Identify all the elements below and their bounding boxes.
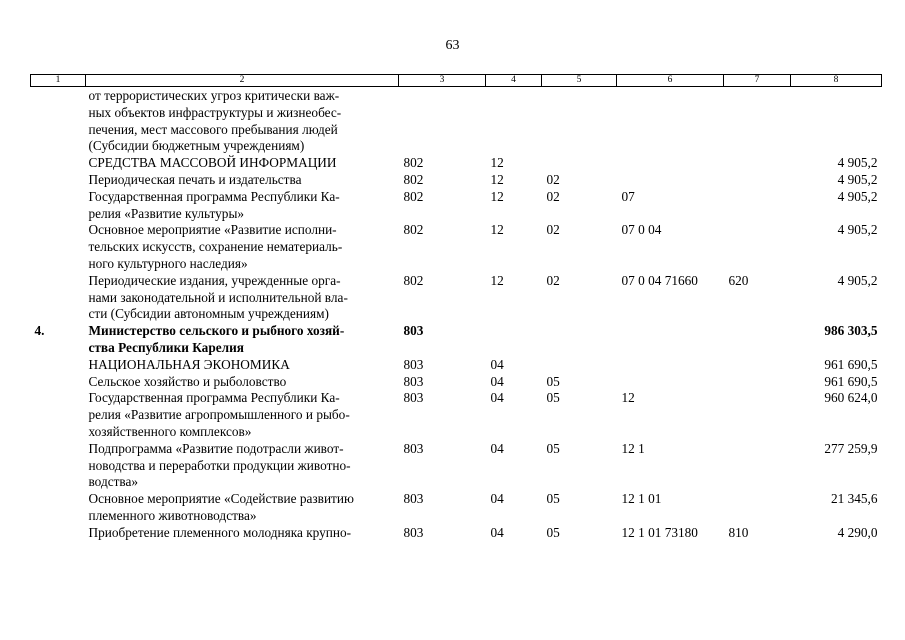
row-name-line: (Субсидии бюджетным учреждениям) — [88, 138, 305, 154]
header-cell: 5 — [542, 75, 617, 87]
expense-type-code: 810 — [728, 524, 749, 540]
table-row — [31, 222, 882, 272]
ministry-code: 802 — [403, 155, 424, 171]
row-name — [86, 189, 399, 223]
subsection-code: 02 — [546, 171, 560, 187]
section-code: 12 — [490, 188, 504, 204]
row-number — [31, 374, 86, 391]
expense-type-code — [724, 172, 791, 189]
section-code: 04 — [490, 524, 504, 540]
ministry-code: 803 — [403, 373, 424, 389]
row-name-line: НАЦИОНАЛЬНАЯ ЭКОНОМИКА — [88, 356, 290, 372]
target-article-code: 07 0 04 71660 — [621, 272, 698, 288]
ministry-code: 803 — [403, 440, 424, 456]
row-number — [31, 155, 86, 172]
row-number — [31, 525, 86, 542]
subsection-code: 05 — [546, 373, 560, 389]
amount: 4 905,2 — [837, 272, 878, 288]
subsection-code — [542, 87, 617, 156]
row-name-line: новодства и переработки продукции животно- — [88, 457, 351, 473]
section-code — [486, 323, 542, 357]
table-row — [31, 390, 882, 440]
amount: 4 290,0 — [837, 524, 878, 540]
row-number: 4. — [34, 323, 45, 339]
row-name — [86, 441, 399, 491]
target-article-code — [617, 87, 724, 156]
subsection-code: 02 — [546, 188, 560, 204]
row-name-line: Основное мероприятие «Содействие развитию — [88, 491, 354, 507]
amount: 4 905,2 — [837, 222, 878, 238]
table-body — [31, 87, 882, 542]
target-article-code — [617, 155, 724, 172]
row-name-line: Подпрограмма «Развитие подотрасли живот- — [88, 440, 344, 456]
row-name-line: хозяйственного комплексов» — [88, 423, 252, 439]
row-name-line: Периодическая печать и издательства — [88, 171, 302, 187]
row-name-line: релия «Развитие культуры» — [88, 205, 245, 221]
expense-type-code — [724, 390, 791, 440]
table-row — [31, 155, 882, 172]
amount: 961 690,5 — [824, 373, 878, 389]
row-name-line: племенного животноводства» — [88, 507, 257, 523]
table-row — [31, 273, 882, 323]
row-name — [86, 273, 399, 323]
row-number — [31, 357, 86, 374]
amount: 21 345,6 — [830, 491, 878, 507]
row-number — [31, 172, 86, 189]
table-row — [31, 491, 882, 525]
ministry-code: 802 — [403, 222, 424, 238]
row-name-line: Периодические издания, учрежденные орга- — [88, 272, 341, 288]
column-number-header — [31, 75, 882, 87]
page-number: 63 — [445, 38, 460, 53]
row-name-line: СРЕДСТВА МАССОВОЙ ИНФОРМАЦИИ — [88, 155, 337, 171]
target-article-code — [617, 374, 724, 391]
target-article-code: 12 1 — [621, 440, 645, 456]
row-name — [86, 222, 399, 272]
section-code: 12 — [490, 155, 504, 171]
amount: 986 303,5 — [824, 323, 878, 339]
section-code: 12 — [490, 171, 504, 187]
subsection-code — [542, 357, 617, 374]
amount: 277 259,9 — [824, 440, 878, 456]
expense-type-code — [724, 189, 791, 223]
expense-type-code: 620 — [728, 272, 749, 288]
section-code: 04 — [490, 440, 504, 456]
row-name — [86, 357, 399, 374]
ministry-code: 802 — [403, 272, 424, 288]
amount: 4 905,2 — [837, 171, 878, 187]
section-code: 04 — [490, 356, 504, 372]
target-article-code — [617, 323, 724, 357]
row-name-line: Приобретение племенного молодняка крупно- — [88, 524, 352, 540]
subsection-code: 05 — [546, 390, 560, 406]
row-name — [86, 87, 399, 156]
expense-type-code — [724, 323, 791, 357]
header-cell: 7 — [724, 75, 791, 87]
ministry-code: 803 — [403, 323, 424, 339]
section-code: 04 — [490, 373, 504, 389]
target-article-code — [617, 357, 724, 374]
target-article-code: 07 0 04 — [621, 222, 662, 238]
target-article-code — [617, 172, 724, 189]
expense-type-code — [724, 374, 791, 391]
header-cell: 1 — [31, 75, 86, 87]
row-name-line: ства Республики Карелия — [88, 339, 244, 355]
amount: 4 905,2 — [837, 155, 878, 171]
header-cell: 6 — [617, 75, 724, 87]
header-cell: 4 — [486, 75, 542, 87]
row-name-line: ных объектов инфраструктуры и жизнеобес- — [88, 104, 342, 120]
row-number — [31, 273, 86, 323]
subsection-code: 02 — [546, 222, 560, 238]
row-name-line: Государственная программа Республики Ка- — [88, 390, 340, 406]
table-row — [31, 323, 882, 357]
table-row — [31, 357, 882, 374]
expense-type-code — [724, 222, 791, 272]
row-number — [31, 189, 86, 223]
ministry-code — [399, 87, 486, 156]
row-number — [31, 491, 86, 525]
row-name-line: ного культурного наследия» — [88, 255, 248, 271]
row-name-line: Сельское хозяйство и рыболовство — [88, 373, 287, 389]
row-name — [86, 374, 399, 391]
target-article-code: 12 1 01 73180 — [621, 524, 698, 540]
subsection-code: 05 — [546, 524, 560, 540]
header-cell: 3 — [399, 75, 486, 87]
table-row — [31, 172, 882, 189]
row-number — [31, 441, 86, 491]
ministry-code: 802 — [403, 171, 424, 187]
amount — [791, 87, 882, 156]
expense-type-code — [724, 491, 791, 525]
section-code: 12 — [490, 272, 504, 288]
section-code — [486, 87, 542, 156]
row-name — [86, 172, 399, 189]
expense-type-code — [724, 357, 791, 374]
subsection-code: 05 — [546, 491, 560, 507]
table-row — [31, 441, 882, 491]
expense-type-code — [724, 155, 791, 172]
target-article-code: 12 — [621, 390, 635, 406]
budget-table — [30, 74, 882, 542]
row-name-line: нами законодательной и исполнительной вла- — [88, 289, 348, 305]
table-row — [31, 525, 882, 542]
target-article-code: 07 — [621, 188, 635, 204]
expense-type-code — [724, 441, 791, 491]
table-row — [31, 189, 882, 223]
row-name-line: водства» — [88, 474, 139, 490]
row-name-line: Государственная программа Республики Ка- — [88, 188, 340, 204]
ministry-code: 803 — [403, 390, 424, 406]
row-number — [31, 390, 86, 440]
subsection-code: 02 — [546, 272, 560, 288]
section-code: 12 — [490, 222, 504, 238]
subsection-code — [542, 323, 617, 357]
ministry-code: 803 — [403, 524, 424, 540]
section-code: 04 — [490, 390, 504, 406]
row-name-line: релия «Развитие агропромышленного и рыбо- — [88, 407, 350, 423]
expense-type-code — [724, 87, 791, 156]
row-name-line: печения, мест массового пребывания людей — [88, 121, 338, 137]
section-code: 04 — [490, 491, 504, 507]
subsection-code — [542, 155, 617, 172]
header-cell: 8 — [791, 75, 882, 87]
row-number — [31, 222, 86, 272]
row-name-line: тельских искусств, сохранение нематериаль- — [88, 239, 343, 255]
amount: 961 690,5 — [824, 356, 878, 372]
table-row — [31, 374, 882, 391]
row-name-line: сти (Субсидии автономным учреждениям) — [88, 306, 329, 322]
ministry-code: 802 — [403, 188, 424, 204]
header-cell: 2 — [86, 75, 399, 87]
row-name — [86, 155, 399, 172]
row-name — [86, 525, 399, 542]
row-name-line: Основное мероприятие «Развитие исполни- — [88, 222, 337, 238]
ministry-code: 803 — [403, 356, 424, 372]
row-name-line: от террористических угроз критически важ- — [88, 88, 340, 103]
ministry-code: 803 — [403, 491, 424, 507]
row-number — [31, 87, 86, 156]
subsection-code: 05 — [546, 440, 560, 456]
row-name — [86, 323, 399, 357]
row-name — [86, 491, 399, 525]
row-name-line: Министерство сельского и рыбного хозяй- — [88, 323, 345, 339]
row-name — [86, 390, 399, 440]
amount: 4 905,2 — [837, 188, 878, 204]
target-article-code: 12 1 01 — [621, 491, 662, 507]
table-row — [31, 87, 882, 156]
amount: 960 624,0 — [824, 390, 878, 406]
